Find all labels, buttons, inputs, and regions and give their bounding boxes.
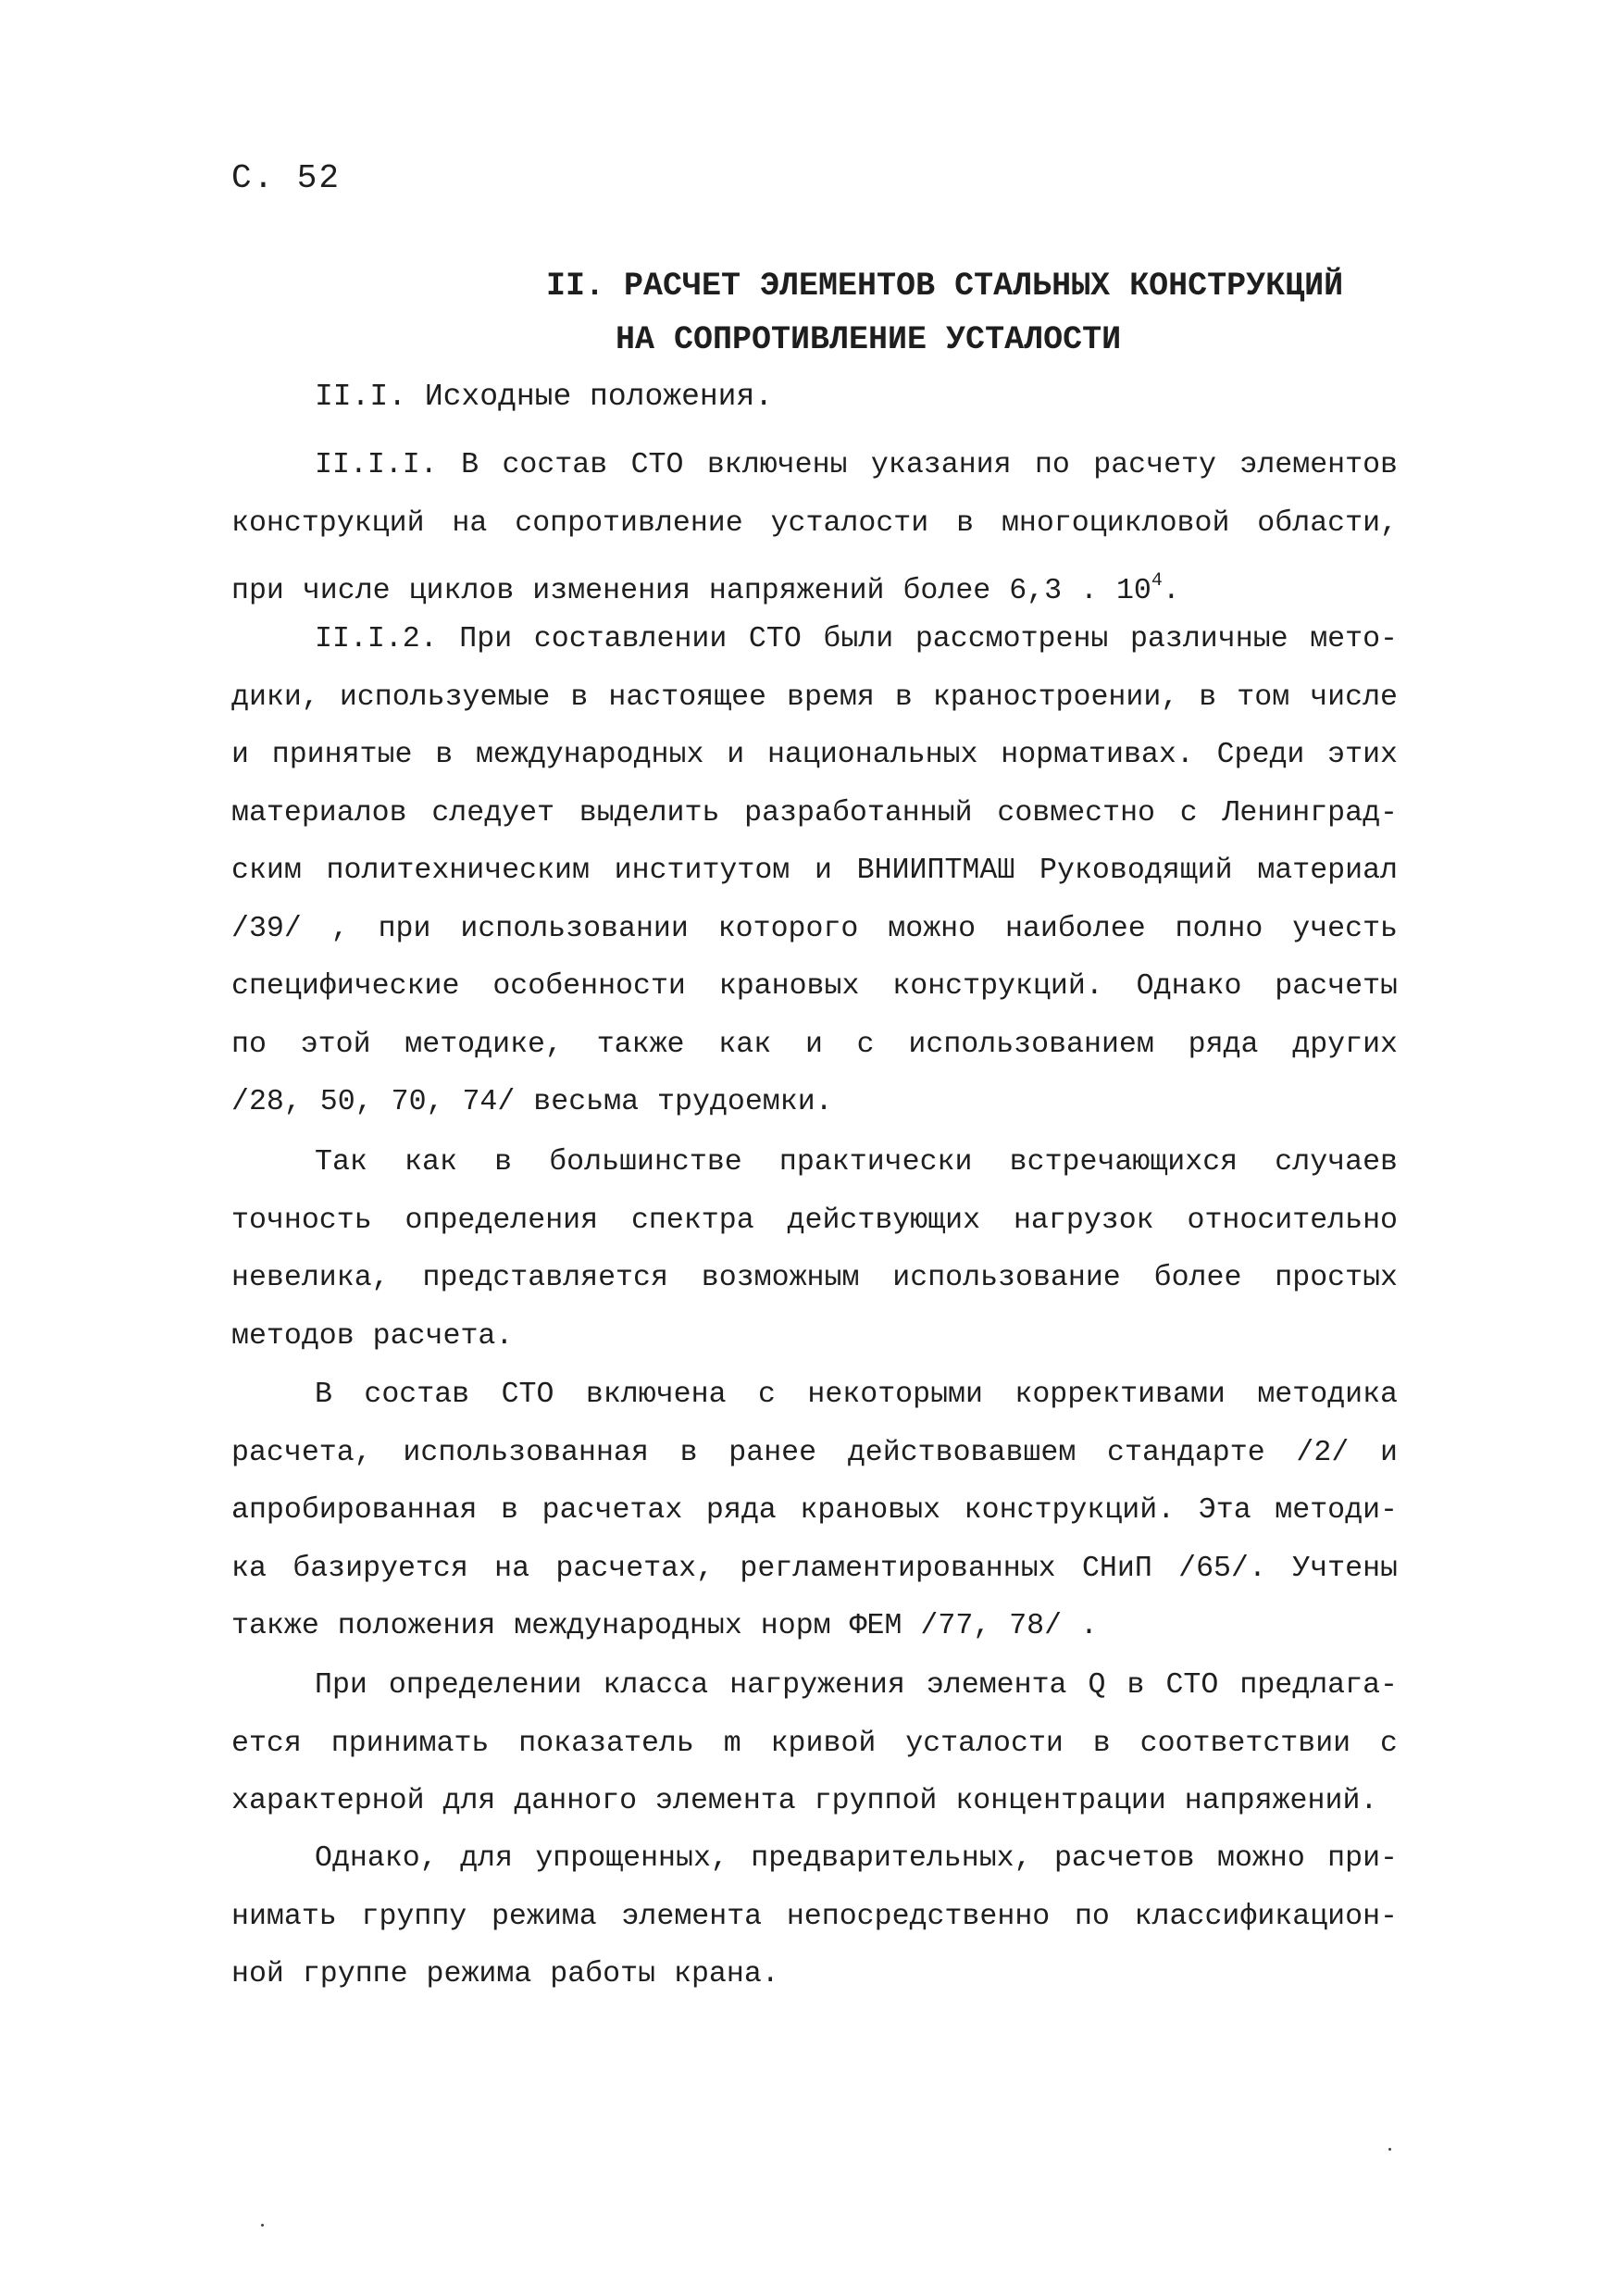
- paragraph-line: точность определения спектра действующих нагрузок относительно: [231, 1204, 1398, 1237]
- paragraph-line: /39/ , при использовании которого можно наиболее полно учесть: [231, 912, 1398, 945]
- paragraph-line: ется принимать показатель m кривой усталости в соответствии с: [231, 1727, 1398, 1760]
- section-title-line-2: НА СОПРОТИВЛЕНИЕ УСТАЛОСТИ: [616, 321, 1122, 358]
- paragraph-line: II.I.2. При составлении СТО были рассмотрены различные мето-: [315, 623, 1398, 655]
- paragraph-line: методов расчета.: [231, 1319, 514, 1353]
- paragraph-line: конструкций на сопротивление усталости в многоцикловой области,: [231, 506, 1398, 540]
- paragraph-line-text: при числе циклов изменения напряжений более 6,3 . 10: [231, 575, 1151, 607]
- exponent: 4: [1151, 570, 1163, 592]
- paragraph-line: ной группе режима работы крана.: [231, 1958, 779, 1990]
- paragraph-4: [231, 1366, 1398, 1656]
- paragraph-line: по этой методике, также как и с использованием ряда других: [231, 1028, 1398, 1061]
- paragraph-1: [231, 437, 1398, 621]
- paragraph-6: [231, 1830, 1398, 2004]
- paragraph-2: [231, 611, 1398, 1132]
- paragraph-line: невелика, представляется возможным использование более простых: [231, 1262, 1398, 1294]
- paragraph-line: нимать группу режима элемента непосредственно по классификацион-: [231, 1900, 1398, 1933]
- subsection-heading: II.I. Исходные положения.: [315, 380, 774, 414]
- paragraph-line: Однако, для упрощенных, предварительных, расчетов можно при-: [315, 1842, 1398, 1875]
- section-title: [546, 259, 1343, 367]
- page-number: С. 52: [231, 159, 342, 197]
- section-title-line-1: II. РАСЧЕТ ЭЛЕМЕНТОВ СТАЛЬНЫХ КОНСТРУКЦИЙ: [546, 268, 1344, 305]
- paragraph-5: [231, 1657, 1398, 1831]
- scan-speck: [261, 2224, 264, 2227]
- paragraph-line: характерной для данного элемента группой концентрации напряжений.: [231, 1785, 1378, 1817]
- paragraph-line: и принятые в международных и национальных нормативах. Среди этих: [231, 739, 1398, 771]
- paragraph-line: /28, 50, 70, 74/ весьма трудоемки.: [231, 1086, 833, 1118]
- paragraph-line: также положения международных норм ФЕМ /77, 78/ .: [231, 1610, 1099, 1642]
- paragraph-line: Так как в большинстве практически встречающихся случаев: [315, 1146, 1398, 1179]
- paragraph-line: II.I.I. В состав СТО включены указания по расчету элементов: [315, 449, 1398, 481]
- paragraph-line: расчета, использованная в ранее действовавшем стандарте /2/ и: [231, 1436, 1398, 1469]
- paragraph-line: дики, используемые в настоящее время в краностроении, в том числе: [231, 680, 1398, 714]
- paragraph-line: В состав СТО включена с некоторыми коррективами методика: [315, 1379, 1398, 1411]
- paragraph-line: ка базируется на расчетах, регламентированных СНиП /65/. Учтены: [231, 1552, 1398, 1585]
- scan-speck: [1388, 2148, 1391, 2151]
- paragraph-line: При определении класса нагружения элемента Q в СТО предлага-: [315, 1669, 1398, 1702]
- paragraph-line: специфические особенности крановых конструкций. Однако расчеты: [231, 970, 1398, 1003]
- paragraph-line: апробированная в расчетах ряда крановых конструкций. Эта методи-: [231, 1494, 1398, 1527]
- paragraph-3: [231, 1134, 1398, 1366]
- paragraph-line: материалов следует выделить разработанный совместно с Ленинград-: [231, 796, 1398, 830]
- sentence-end: .: [1162, 575, 1180, 607]
- paragraph-line: ским политехническим институтом и ВНИИПТМАШ Руководящий материал: [231, 855, 1398, 887]
